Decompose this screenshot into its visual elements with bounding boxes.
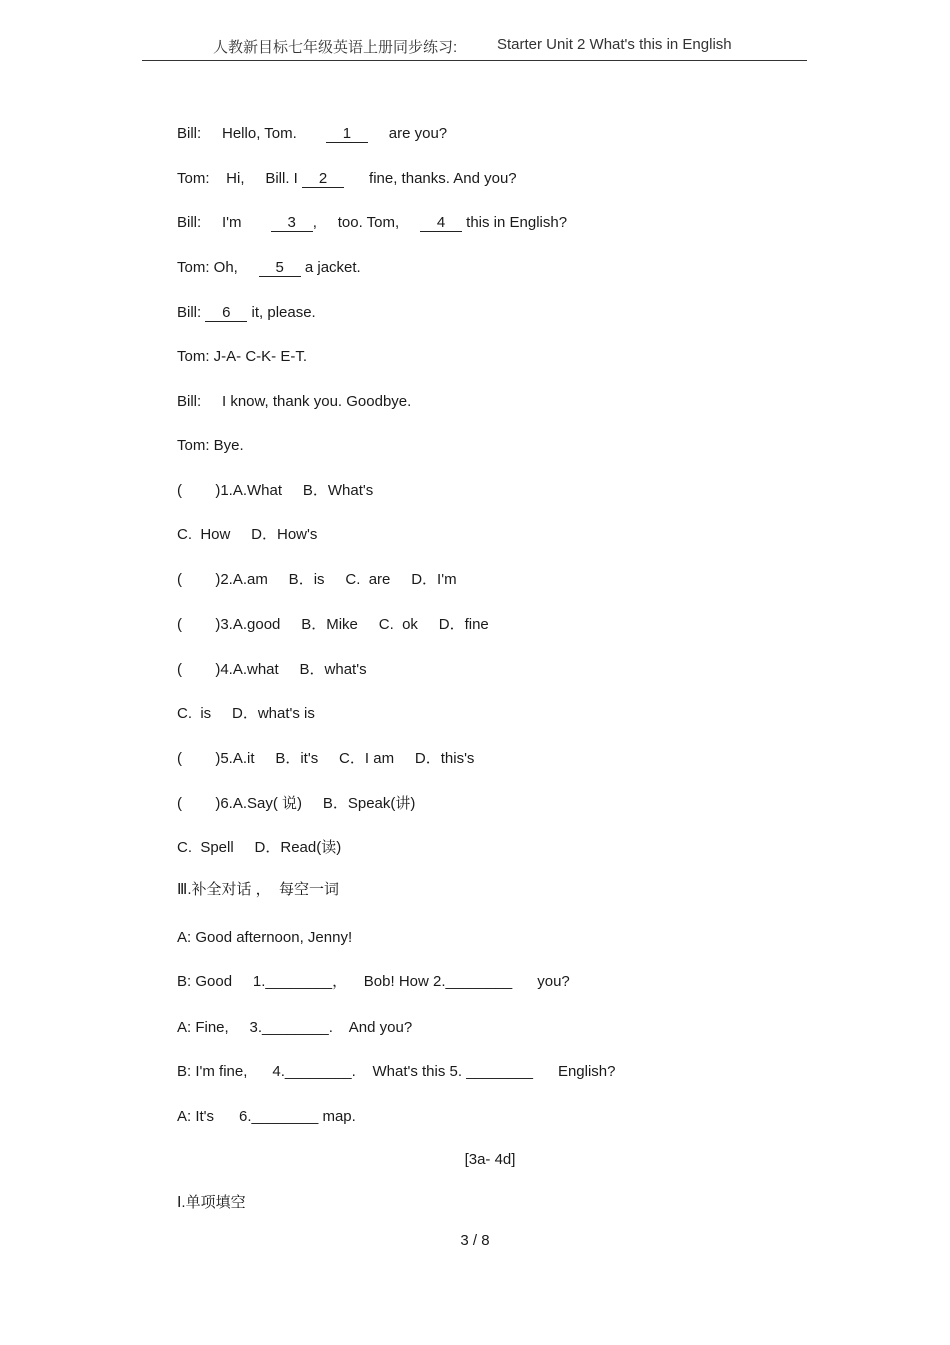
dialogue-line-7: Bill: I know, thank you. Goodbye. <box>177 393 412 410</box>
question-1-options: C. How D．How's <box>177 526 318 543</box>
question-4: ( )4.A.what B．what's <box>177 661 367 678</box>
question-6-options: C. Spell D．Read(读) <box>177 839 342 856</box>
blank-5: 5 <box>259 260 301 277</box>
dialogue-line-2: Tom: Hi, Bill. I 2 fine, thanks. And you? <box>177 170 517 187</box>
section-3-line-a2: A: Fine, 3.________. And you? <box>177 1019 413 1036</box>
section-3-line-a3: A: It's 6.________ map. <box>177 1108 356 1125</box>
blank-1: 1 <box>326 126 368 143</box>
dialogue-line-6: Tom: J-A- C-K- E-T. <box>177 348 307 365</box>
dialogue-line-1: Bill: Hello, Tom. 1 are you? <box>177 125 448 142</box>
section-3-line-b1: B: Good 1.________， Bob! How 2.________ you? <box>177 973 570 990</box>
blank-2: 2 <box>302 171 344 188</box>
question-4-options: C. is D．what's is <box>177 705 315 722</box>
section-1-title: Ⅰ.单项填空 <box>177 1194 246 1211</box>
header-title-chinese: 人教新目标七年级英语上册同步练习: <box>213 39 458 56</box>
header-title-english: Starter Unit 2 What's this in English <box>497 36 732 53</box>
question-1: ( )1.A.What B．What's <box>177 482 374 499</box>
dialogue-line-3: Bill: I'm 3 , too. Tom, 4 this in English? <box>177 214 568 231</box>
blank-3: 3 <box>271 215 313 232</box>
dialogue-line-4: Tom: Oh, 5 a jacket. <box>177 259 361 276</box>
section-3-line-b2: B: I'm fine, 4.________. What's this 5. ________ English? <box>177 1063 616 1080</box>
question-3: ( )3.A.good B．Mike C. ok D．fine <box>177 616 489 633</box>
page-header <box>142 34 807 61</box>
blank-6: 6 <box>205 305 247 322</box>
section-label: [3a- 4d] <box>464 1151 516 1168</box>
blank-4: 4 <box>420 215 462 232</box>
page-number: 3 / 8 <box>460 1232 490 1249</box>
question-5: ( )5.A.it B．it's C．I am D．this's <box>177 750 475 767</box>
dialogue-line-5: Bill: 6 it, please. <box>177 304 316 321</box>
question-2: ( )2.A.am B．is C. are D．I'm <box>177 571 457 588</box>
section-3-line-a1: A: Good afternoon, Jenny! <box>177 929 353 946</box>
section-3-title: Ⅲ.补全对话 ， 每空一词 <box>177 881 340 898</box>
dialogue-line-8: Tom: Bye. <box>177 437 244 454</box>
question-6: ( )6.A.Say( 说) B．Speak(讲) <box>177 795 416 812</box>
